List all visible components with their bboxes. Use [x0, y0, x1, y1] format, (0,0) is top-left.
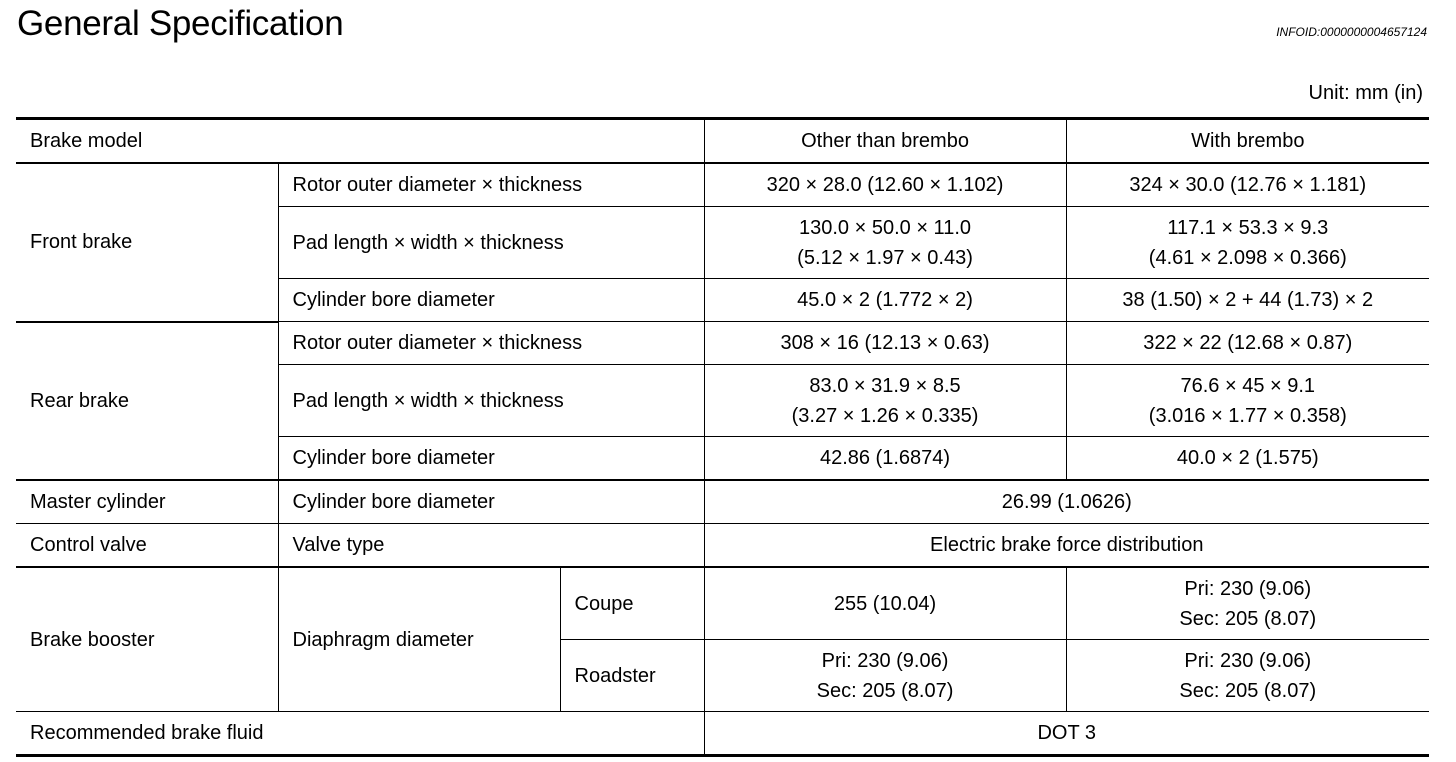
cell-value: 322 × 22 (12.68 × 0.87) [1066, 322, 1429, 365]
table-row [16, 480, 1429, 524]
row-label: Rotor outer diameter × thickness [278, 322, 704, 365]
row-label: Rotor outer diameter × thickness [278, 163, 704, 207]
table-row [16, 567, 1429, 640]
table-row [16, 322, 1429, 365]
brake-fluid-label: Recommended brake fluid [16, 712, 704, 756]
roadster-label: Roadster [560, 640, 704, 712]
row-label: Cylinder bore diameter [278, 437, 704, 481]
cell-line: Pri: 230 (9.06) [1184, 577, 1312, 600]
cell-line: Pri: 230 (9.06) [1184, 649, 1312, 672]
cell-value: 255 (10.04) [704, 567, 1066, 640]
cell-value: 308 × 16 (12.13 × 0.63) [704, 322, 1066, 365]
page-title: General Specification [17, 4, 344, 43]
table-row [16, 524, 1429, 568]
cell-value [704, 365, 1066, 437]
cell-value [1066, 207, 1429, 279]
cell-line: Pri: 230 (9.06) [821, 649, 949, 672]
row-label: Diaphragm diameter [278, 567, 560, 712]
cell-value [1066, 640, 1429, 712]
cell-line: 117.1 × 53.3 × 9.3 [1167, 216, 1329, 239]
info-id: INFOID:0000000004657124 [1276, 25, 1427, 39]
table-header-row [16, 119, 1429, 164]
cell-line: 76.6 × 45 × 9.1 [1180, 374, 1316, 397]
cell-value: Electric brake force distribution [704, 524, 1429, 568]
cell-line: (5.12 × 1.97 × 0.43) [797, 246, 973, 269]
col-with-brembo: With brembo [1066, 119, 1429, 164]
cell-value: 38 (1.50) × 2 + 44 (1.73) × 2 [1066, 279, 1429, 322]
cell-value: 45.0 × 2 (1.772 × 2) [704, 279, 1066, 322]
cell-line: Sec: 205 (8.07) [1179, 679, 1317, 702]
cell-value: 320 × 28.0 (12.60 × 1.102) [704, 163, 1066, 207]
row-label: Cylinder bore diameter [278, 279, 704, 322]
cell-line: (4.61 × 2.098 × 0.366) [1148, 246, 1347, 269]
brake-booster-label: Brake booster [16, 567, 278, 712]
row-label: Pad length × width × thickness [278, 365, 704, 437]
cell-value [704, 640, 1066, 712]
control-valve-label: Control valve [16, 524, 278, 568]
cell-value [1066, 567, 1429, 640]
cell-line: Sec: 205 (8.07) [1179, 607, 1317, 630]
cell-line: (3.27 × 1.26 × 0.335) [791, 404, 979, 427]
cell-value: 42.86 (1.6874) [704, 437, 1066, 481]
front-brake-label: Front brake [16, 163, 278, 322]
cell-line: 83.0 × 31.9 × 8.5 [809, 374, 961, 397]
cell-value [704, 207, 1066, 279]
col-other-than-brembo: Other than brembo [704, 119, 1066, 164]
cell-value [1066, 365, 1429, 437]
cell-value: 26.99 (1.0626) [704, 480, 1429, 524]
cell-line: (3.016 × 1.77 × 0.358) [1148, 404, 1347, 427]
table-row [16, 163, 1429, 207]
coupe-label: Coupe [560, 567, 704, 640]
brake-model-header: Brake model [16, 119, 704, 164]
row-label: Cylinder bore diameter [278, 480, 704, 524]
cell-value: 324 × 30.0 (12.76 × 1.181) [1066, 163, 1429, 207]
unit-label: Unit: mm (in) [1308, 82, 1423, 104]
row-label: Pad length × width × thickness [278, 207, 704, 279]
rear-brake-label: Rear brake [16, 322, 278, 481]
cell-line: Sec: 205 (8.07) [816, 679, 954, 702]
cell-line: 130.0 × 50.0 × 11.0 [799, 216, 972, 239]
row-label: Valve type [278, 524, 704, 568]
cell-value: DOT 3 [704, 712, 1429, 756]
cell-value: 40.0 × 2 (1.575) [1066, 437, 1429, 481]
master-cylinder-label: Master cylinder [16, 480, 278, 524]
table-row [16, 712, 1429, 756]
spec-table [16, 117, 1429, 757]
